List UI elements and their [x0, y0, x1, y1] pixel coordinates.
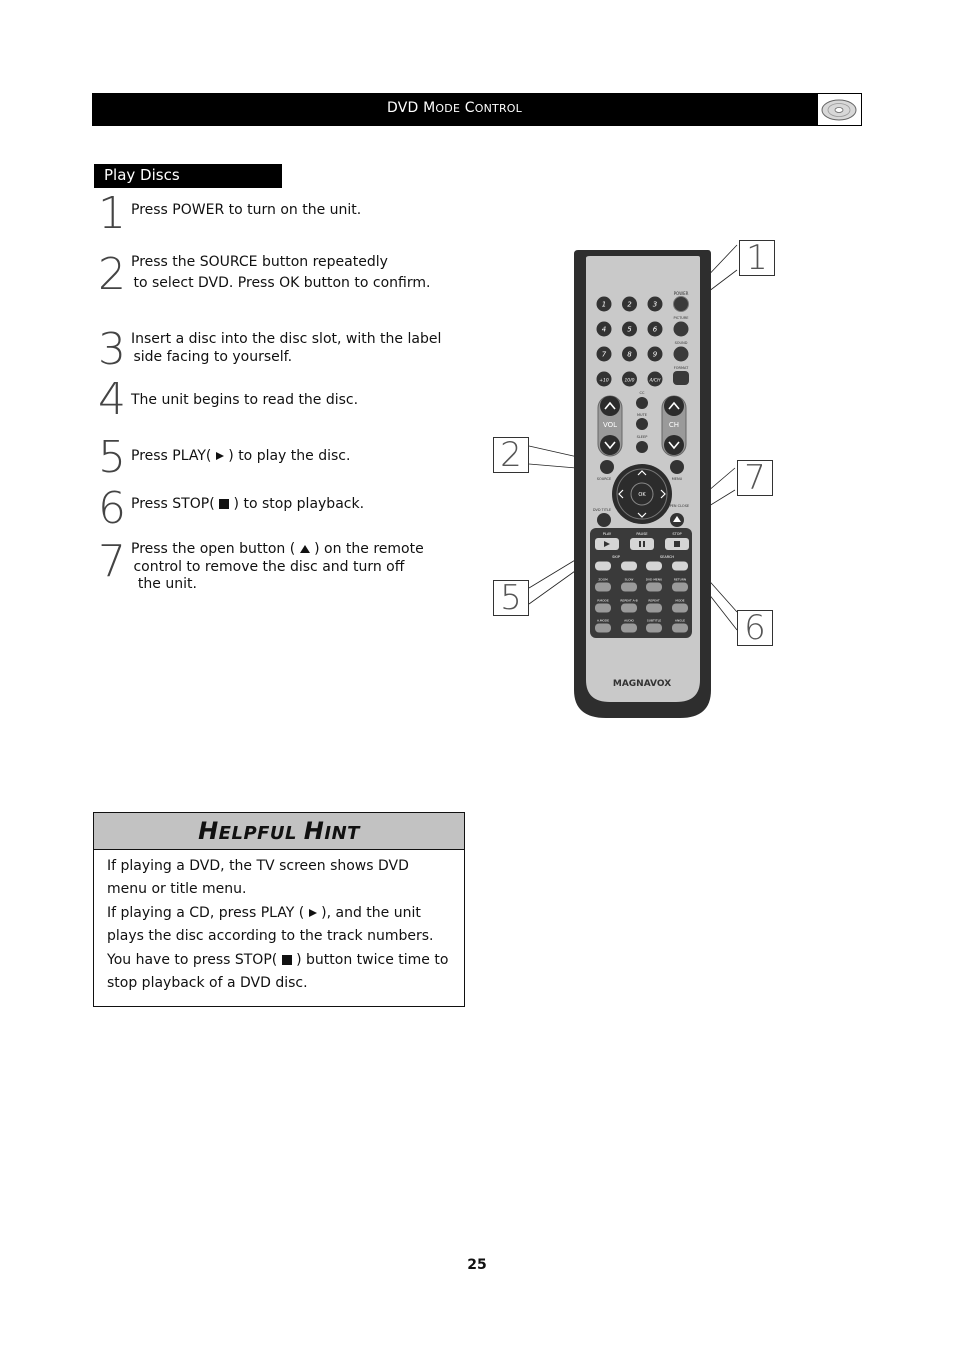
remote-button-label: REPEAT A-B	[620, 598, 638, 603]
step-text: Press the open button ( ) on the remote	[131, 541, 424, 557]
svg-text:SLEEP: SLEEP	[636, 435, 648, 439]
callout-5: 5	[493, 580, 529, 616]
digit-label: 7	[601, 350, 607, 359]
remote-button	[672, 604, 688, 613]
step-text: to select DVD. Press OK button to confirm.	[129, 275, 431, 291]
svg-text:STOP: STOP	[672, 532, 682, 536]
svg-text:SEARCH: SEARCH	[659, 555, 675, 559]
hint-line: You have to press STOP( ) button twice time to	[107, 951, 449, 968]
remote-button	[646, 583, 662, 592]
remote-button-label: ZOOM	[598, 577, 608, 582]
remote-button-label: P.MODE	[597, 598, 609, 603]
remote-button	[621, 562, 637, 571]
remote-button-label: ANGLE	[674, 618, 686, 623]
remote-button	[646, 562, 662, 571]
svg-text:OK: OK	[638, 492, 646, 498]
hint-title: HELPFUL HINT	[94, 813, 464, 850]
header-title: DVD MODE CONTROL	[387, 100, 522, 116]
digit-label: A/CH	[649, 378, 661, 384]
svg-text:PLAY: PLAY	[602, 532, 612, 536]
remote-button-label: DVD MENU	[645, 577, 663, 582]
remote-button	[672, 583, 688, 592]
svg-text:CC: CC	[639, 391, 645, 395]
hint-body	[107, 855, 448, 995]
helpful-hint-box	[93, 812, 465, 1007]
step-number: 1	[98, 188, 126, 239]
digit-label: 2	[627, 300, 632, 309]
remote-button-label: RETURN	[673, 577, 687, 582]
remote-button-label: REPEAT	[648, 598, 660, 603]
callout-1: 1	[739, 240, 775, 276]
step-text: the unit.	[129, 576, 197, 592]
remote-button	[621, 624, 637, 633]
digit-label: 10/0	[624, 378, 635, 384]
step-text: Press the SOURCE button repeatedly	[131, 254, 388, 270]
svg-text:VOL: VOL	[602, 421, 618, 429]
stop-icon	[282, 955, 292, 965]
svg-text:CH: CH	[668, 421, 680, 429]
remote-button	[595, 624, 611, 633]
section-label: Play Discs	[94, 164, 282, 188]
svg-text:MAGNAVOX: MAGNAVOX	[612, 679, 672, 689]
step-text: Press POWER to turn on the unit.	[131, 202, 362, 218]
svg-text:FORMAT: FORMAT	[673, 366, 689, 370]
step-number: 4	[98, 374, 126, 425]
remote-button	[672, 624, 688, 633]
svg-text:SOURCE: SOURCE	[596, 477, 612, 481]
remote-button-label: A.MODE	[596, 618, 610, 623]
step-number: 5	[98, 432, 126, 483]
hint-line: plays the disc according to the track numbers.	[107, 928, 434, 945]
svg-text:POWER: POWER	[673, 291, 689, 296]
digit-label: 4	[601, 325, 607, 334]
hint-line: If playing a CD, press PLAY ( ), and the unit	[107, 904, 421, 921]
step-text: Press PLAY( ) to play the disc.	[131, 448, 351, 464]
remote-button	[646, 624, 662, 633]
svg-text:PICTURE: PICTURE	[673, 316, 689, 320]
remote-button	[672, 562, 688, 571]
svg-text:SKIP: SKIP	[612, 555, 620, 559]
step-number: 3	[98, 324, 126, 375]
remote-button	[621, 604, 637, 613]
play-icon	[309, 909, 317, 917]
hint-line: stop playback of a DVD disc.	[107, 975, 308, 992]
step-text: control to remove the disc and turn off	[129, 559, 405, 575]
remote-button	[595, 583, 611, 592]
svg-text:SOUND: SOUND	[674, 341, 688, 345]
callout-7: 7	[737, 460, 773, 496]
step-number: 7	[98, 536, 126, 587]
svg-text:MENU: MENU	[671, 477, 683, 481]
svg-text:MUTE: MUTE	[637, 413, 647, 417]
hint-line: menu or title menu.	[107, 881, 247, 898]
step-number: 6	[98, 483, 126, 534]
remote-button	[595, 604, 611, 613]
remote-button	[595, 562, 611, 571]
page-number: 25	[467, 1257, 487, 1273]
svg-text:PAUSE: PAUSE	[636, 532, 648, 536]
callout-6: 6	[737, 610, 773, 646]
remote-button-label: SUBTITLE	[646, 618, 662, 623]
remote-button	[646, 604, 662, 613]
hint-line: If playing a DVD, the TV screen shows DVD	[107, 858, 409, 874]
digit-label: 8	[627, 350, 632, 359]
digit-label: +10	[599, 378, 609, 384]
step-text: side facing to yourself.	[129, 349, 293, 365]
step-number: 2	[98, 249, 126, 300]
remote-button-label: SLOW	[624, 577, 634, 582]
step-text: Insert a disc into the disc slot, with the label	[131, 331, 442, 347]
remote-button-label: MODE	[675, 598, 685, 603]
remote-button-label: AUDIO	[624, 618, 634, 623]
digit-label: 5	[627, 325, 632, 334]
digit-label: 1	[601, 300, 607, 309]
step-text: Press STOP( ) to stop playback.	[131, 496, 365, 512]
svg-text:OPEN CLOSE: OPEN CLOSE	[666, 504, 690, 508]
step-text: The unit begins to read the disc.	[131, 392, 359, 408]
digit-label: 6	[652, 325, 658, 334]
digit-label: 3	[652, 300, 658, 309]
callout-2: 2	[493, 437, 529, 473]
svg-text:DVD TITLE: DVD TITLE	[592, 508, 612, 512]
remote-button	[621, 583, 637, 592]
digit-label: 9	[652, 350, 658, 359]
